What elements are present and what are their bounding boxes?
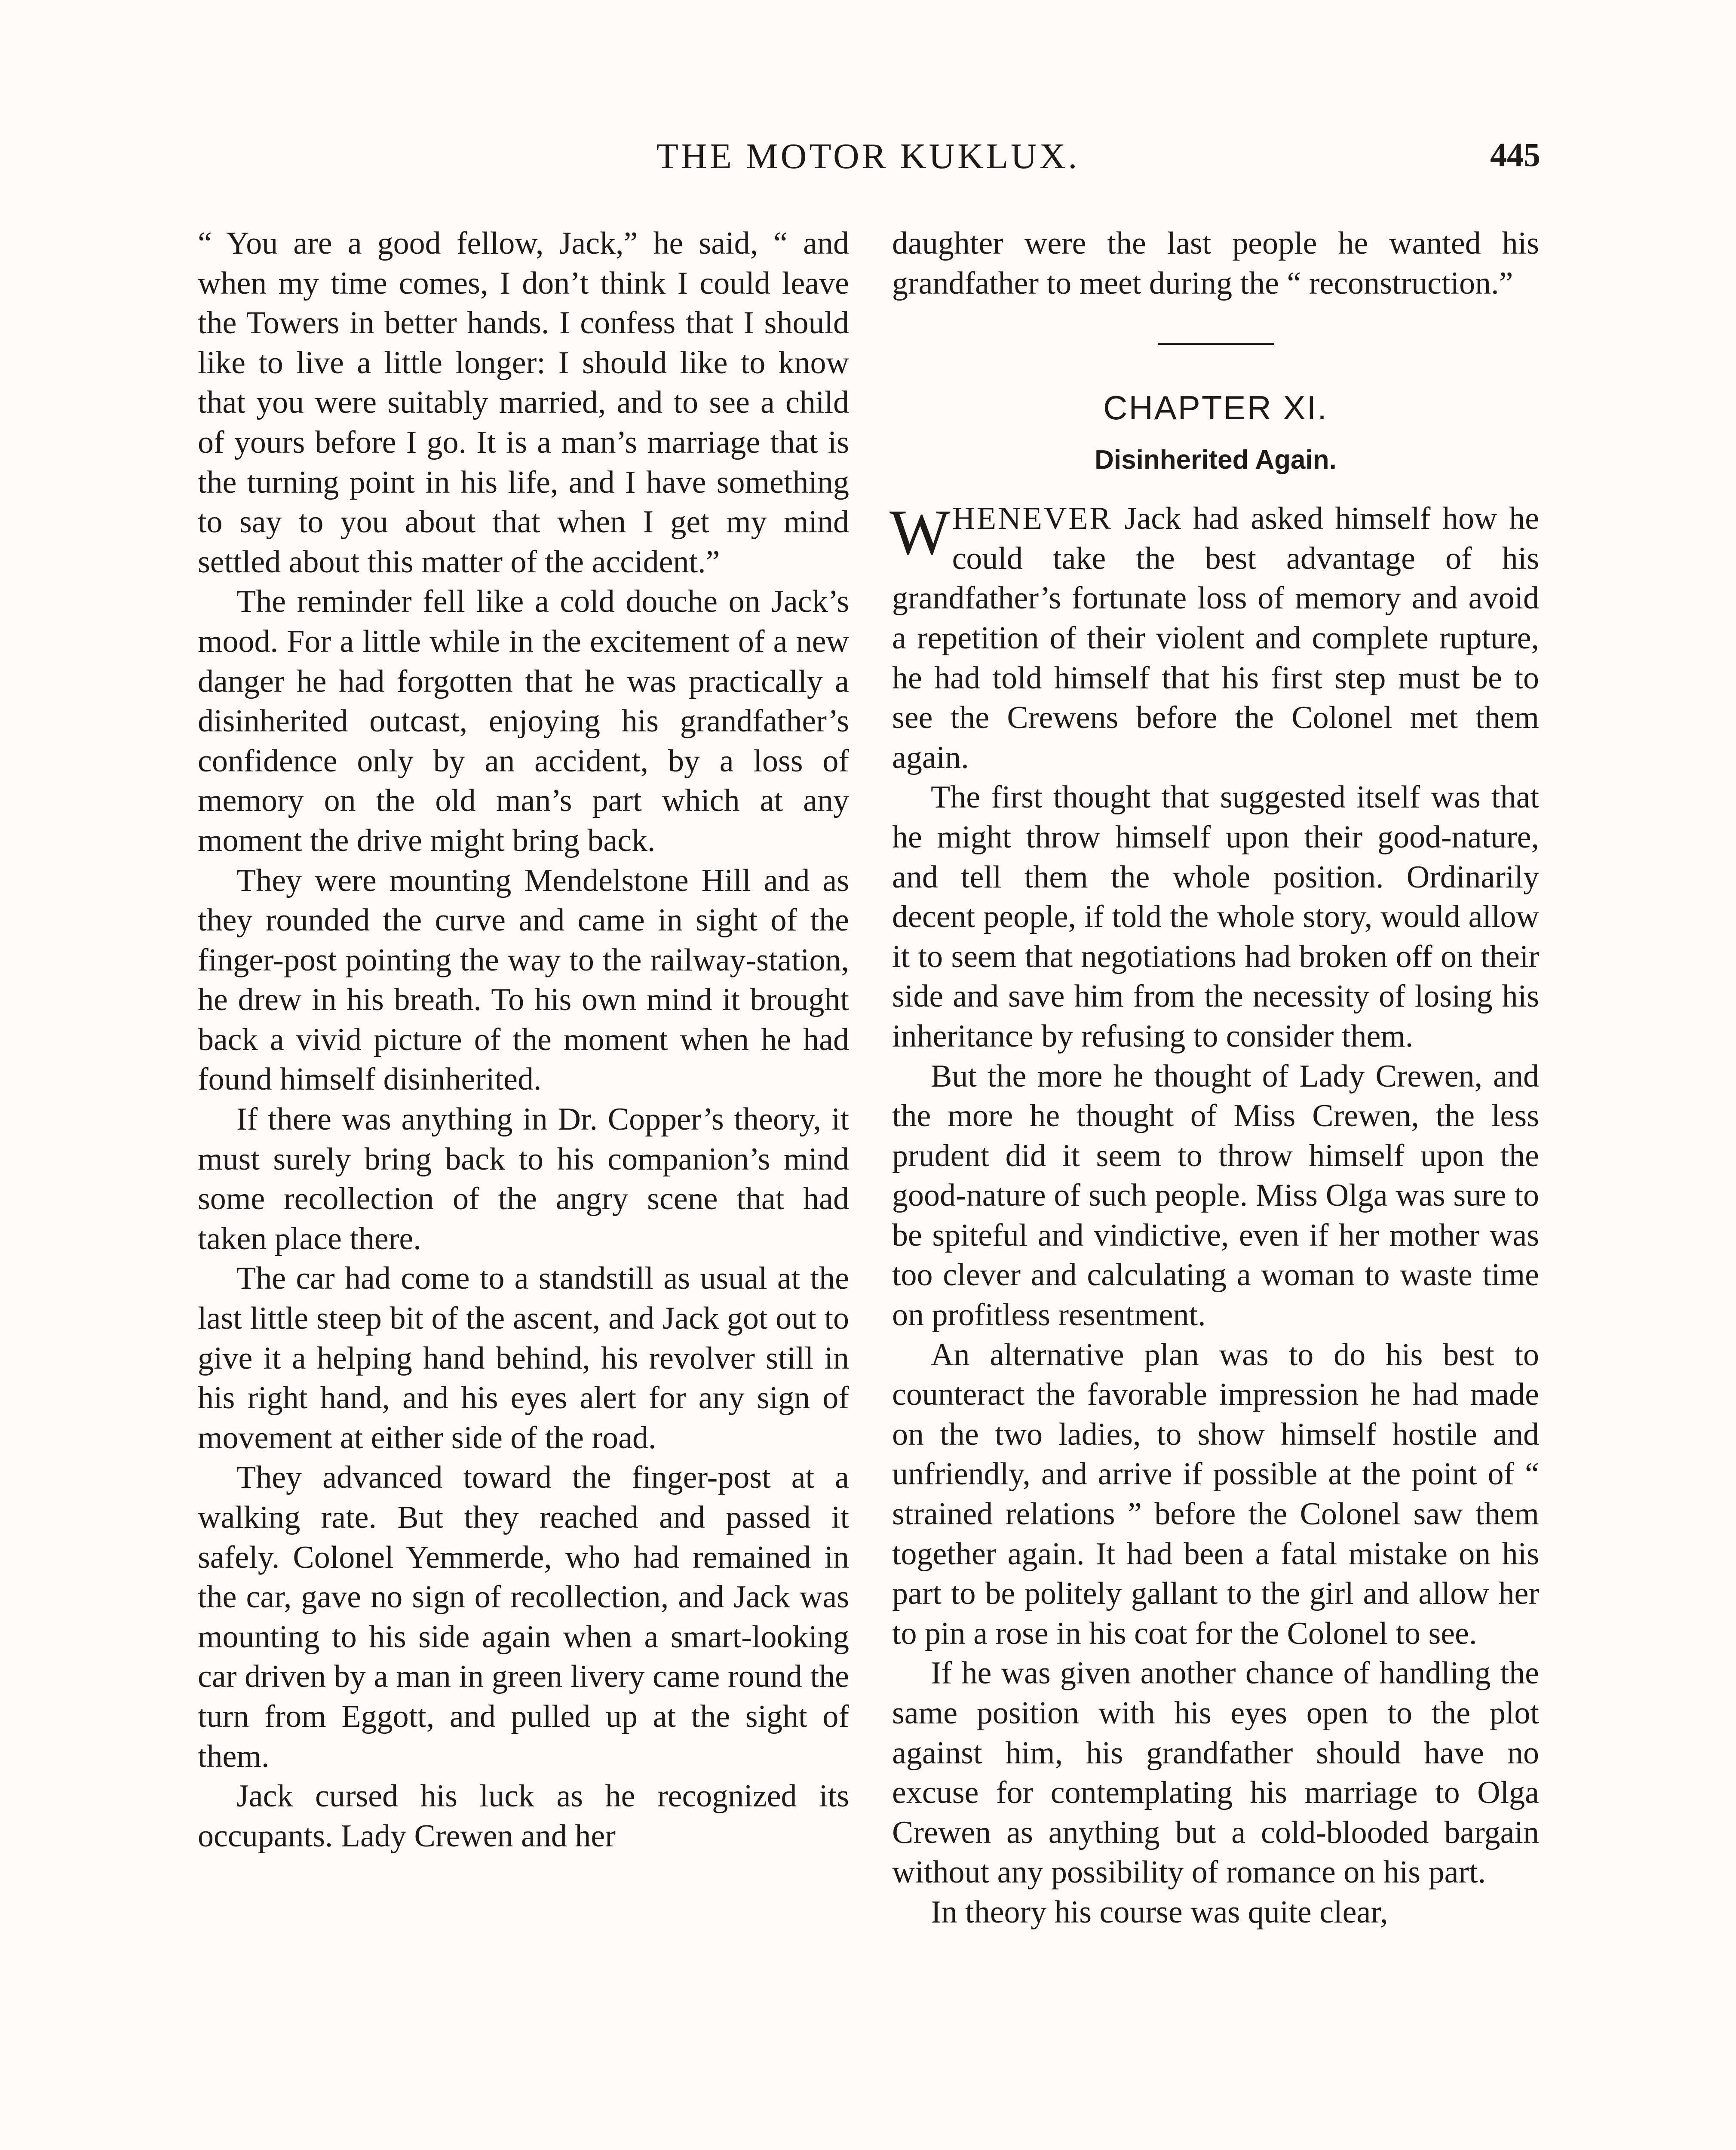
chapter-opening-paragraph (889, 497, 1539, 777)
section-divider (1158, 343, 1274, 345)
paragraph: If he was given another chance of handling the same position with his eyes open to the plot against him, his grandfather should have no excuse for contemplating his marriage to Olga Crewen as anything but a cold-blooded bargain without any possibility of romance on his part. (892, 1656, 1539, 1890)
paragraph: An alternative plan was to do his best to counteract the favorable impression he had made on the two ladies, to show himself hostile and unfriendly, and arrive if possible at the point of “ strained relations ” before the Colonel saw them together again. It had been a fatal mistake on his part to be politely gallant to the girl and allow her to pin a rose in his coat for the Colonel to see. (892, 1337, 1539, 1651)
opening-text: Jack had asked himself how he could take the best advantage of his grandfather’s fortunate loss of memory and avoid a repetition of their violent and complete rupture, he had told himself that his first step must be to see the Crewens before the Colonel met them again. (892, 501, 1539, 775)
chapter-subtitle: Disinherited Again. (1095, 445, 1337, 475)
left-column (198, 224, 849, 1856)
opening-word: HENEVER (952, 501, 1113, 537)
right-column (889, 224, 1539, 1932)
paragraph: But the more he thought of Lady Crewen, and the more he thought of Miss Crewen, the less prudent did it seem to throw himself upon the good-nature of such people. Miss Olga was sure to be spiteful and vindictive, even if her mother was too clever and calculating a woman to waste time on profitless resentment. (892, 1058, 1539, 1333)
paragraph: Jack cursed his luck as he recognized its occupants. Lady Crewen and her (198, 1778, 849, 1854)
running-head (0, 131, 1736, 183)
paragraph: They were mounting Mendelstone Hill and as they rounded the curve and came in sight of the finger-post pointing the way to the railway-station, he drew in his breath. To his own mind it brought back a vivid picture of the moment when he had found himself disinherited. (198, 863, 849, 1097)
running-title: THE MOTOR KUKLUX. (656, 136, 1080, 176)
chapter-heading: CHAPTER XI. (1103, 389, 1328, 427)
page-number: 445 (1490, 136, 1540, 173)
paragraph: If there was anything in Dr. Copper’s theory, it must surely bring back to his companion’s mind some recollection of the angry scene that had taken place there. (198, 1102, 849, 1256)
paragraph: The first thought that suggested itself was that he might throw himself upon their good-nature, and tell them the whole position. Ordinarily decent people, if told the whole story, would allow it to seem that negotiations had broken off on their side and save him from the necessity of losing his inheritance by refusing to consider them. (892, 780, 1539, 1054)
continued-paragraph: daughter were the last people he wanted his grandfather to meet during the “ reconstruction.” (892, 226, 1539, 301)
paragraph: They advanced toward the finger-post at a walking rate. But they reached and passed it safely. Colonel Yemmerde, who had remained in the car, gave no sign of recollection, and Jack was mounting to his side again when a smart-looking car driven by a man in green livery came round the turn from Eggott, and pulled up at the sight of them. (198, 1460, 849, 1774)
paragraph: “ You are a good fellow, Jack,” he said, “ and when my time comes, I don’t think I could leave the Towers in better hands. I confess that I should like to live a little longer: I should like to know that you were suitably married, and to see a child of yours before I go. It is a man’s marriage that is the turning point in his life, and I have something to say to you about that when I get my mind settled about this matter of the accident.” (198, 226, 849, 580)
paragraph: In theory his course was quite clear, (931, 1894, 1388, 1930)
drop-cap-initial: W (889, 497, 951, 568)
paragraph: The car had come to a standstill as usual at the last little steep bit of the ascent, and Jack got out to give it a helping hand behind, his revolver still in his right hand, and his eyes alert for any sign of movement at either side of the road. (198, 1261, 849, 1456)
paragraph: The reminder fell like a cold douche on Jack’s mood. For a little while in the excitement of a new danger he had forgotten that he was practically a disinherited outcast, enjoying his grandfather’s confidence only by an accident, by a loss of memory on the old man’s part which at any moment the drive might bring back. (198, 584, 849, 858)
